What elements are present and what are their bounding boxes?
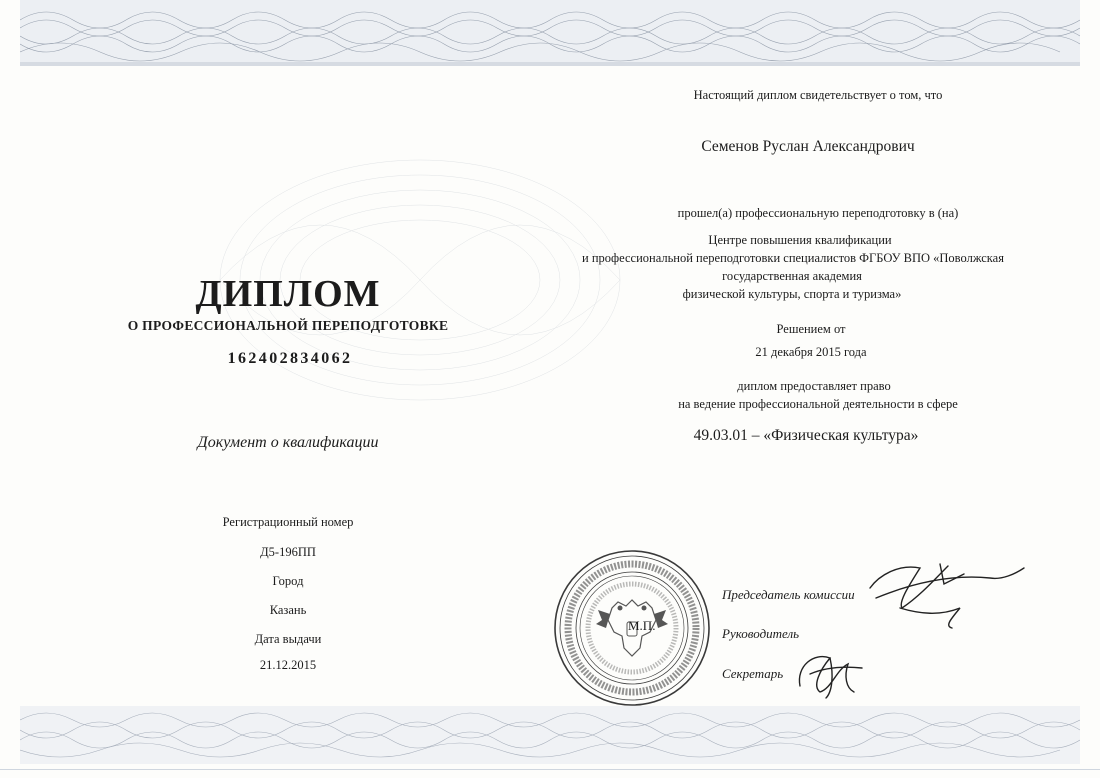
diploma-subtitle: О ПРОФЕССИОНАЛЬНОЙ ПЕРЕПОДГОТОВКЕ [127,318,449,333]
reg-number-value: Д5-196ПП [260,545,316,559]
reg-number-label: Регистрационный номер [222,515,354,529]
decision-date: 21 декабря 2015 года [755,345,867,359]
chairman-signature [840,544,1030,634]
head-label: Руководитель [722,626,800,641]
right-text-line-2: на ведение профессиональной деятельности в сфере [678,397,958,411]
city-value: Казань [269,603,307,617]
org-line-2: и профессиональной переподготовки специалистов ФГБОУ ВПО «Поволжская [582,251,1004,265]
diploma-number: 162402834062 [227,350,353,367]
org-line-3: государственная академия [722,269,862,283]
issue-date-value: 21.12.2015 [259,658,317,672]
bottom-edge-line [0,769,1100,770]
bottom-ornament-band [20,706,1080,764]
secretary-signature [790,646,870,702]
right-text-line-1: диплом предоставляет право [737,379,891,393]
org-line-4: физической культуры, спорта и туризма» [682,287,902,301]
graduate-name: Семенов Руслан Александрович [701,138,915,155]
document-type: Документ о квалификации [197,434,379,451]
decision-label: Решением от [776,322,846,336]
diploma-title: ДИПЛОМ [195,273,381,315]
intro-text: Настоящий диплом свидетельствует о том, что [693,88,943,102]
issue-date-label: Дата выдачи [254,632,322,646]
specialty: 49.03.01 – «Физическая культура» [693,427,919,444]
secretary-label: Секретарь [722,666,784,681]
passed-text: прошел(а) профессиональную переподготовку в (на) [677,206,959,220]
city-label: Город [272,574,304,588]
chairman-label: Председатель комиссии [722,587,855,602]
org-line-1: Центре повышения квалификации [708,233,892,247]
top-ornament-band [20,0,1080,66]
stamp-mark: М.П. [628,618,656,633]
